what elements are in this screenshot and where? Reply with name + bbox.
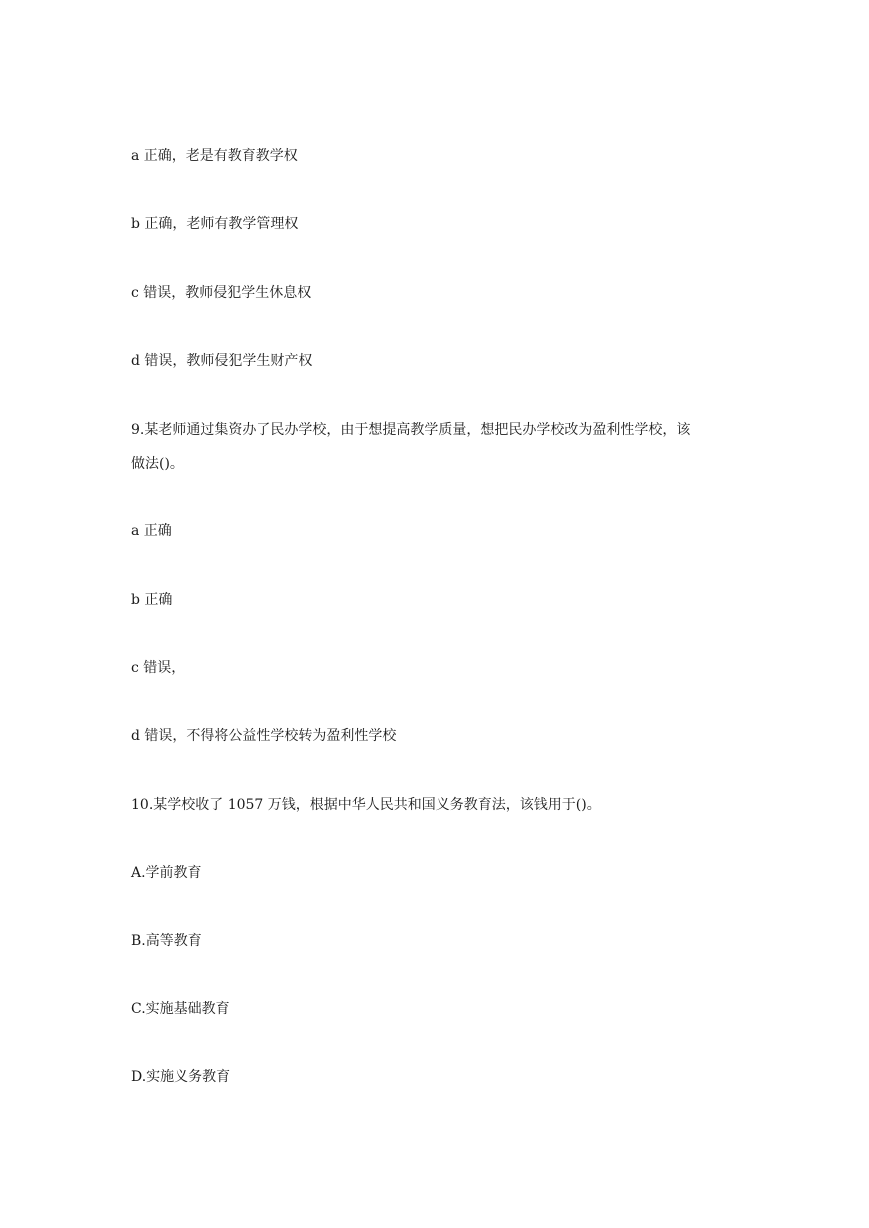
q8-option-b: b 正确，老师有教学管理权 [131,216,299,232]
q9-stem-line1: 9.某老师通过集资办了民办学校，由于想提高教学质量，想把民办学校改为盈利性学校，该 [131,422,691,438]
q8-option-d: d 错误，教师侵犯学生财产权 [131,353,313,369]
q10-option-c: C.实施基础教育 [131,1001,230,1017]
q10-option-a: A.学前教育 [131,865,202,881]
q10-stem: 10.某学校收了 1057 万钱，根据中华人民共和国义务教育法，该钱用于()。 [131,797,601,813]
q9-option-b: b 正确 [131,592,173,608]
q8-option-a: a 正确，老是有教育教学权 [131,148,298,164]
q9-option-a: a 正确 [131,523,172,539]
q10-option-b: B.高等教育 [131,933,202,949]
q8-option-c: c 错误，教师侵犯学生休息权 [131,285,312,301]
q9-option-c: c 错误， [131,660,186,676]
q10-option-d: D.实施义务教育 [131,1069,231,1085]
q9-option-d: d 错误，不得将公益性学校转为盈利性学校 [131,728,397,744]
q9-stem-line2: 做法()。 [131,456,184,472]
